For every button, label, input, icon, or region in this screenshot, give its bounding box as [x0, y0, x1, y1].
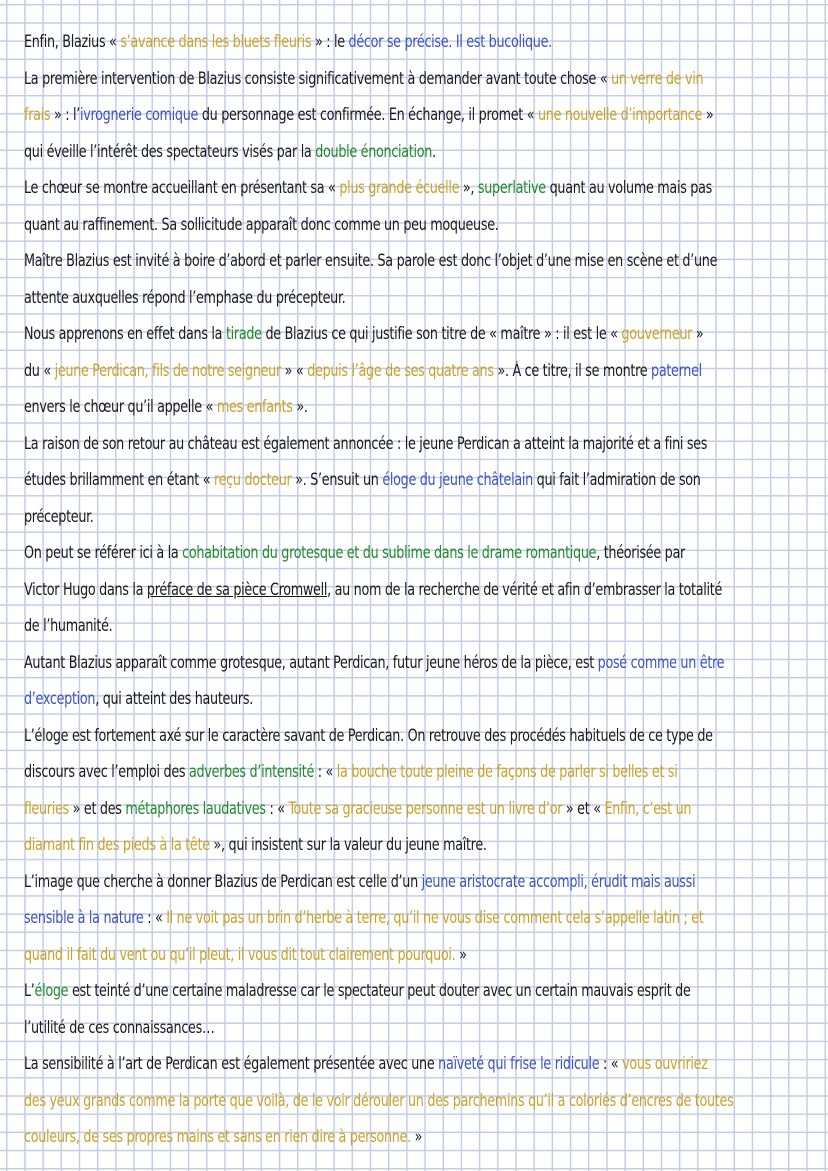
text-line — [24, 864, 696, 901]
text-segment: l’utilité de ces connaissances… — [24, 1017, 215, 1037]
text-segment: : « — [143, 908, 167, 927]
quotation-segment: une nouvelle d’importance — [537, 105, 703, 124]
analysis-highlight: éloge du jeune châtelain — [382, 470, 533, 489]
text-line — [24, 426, 708, 463]
text-line — [24, 937, 681, 974]
text-line — [24, 24, 681, 61]
quotation-segment: frais — [24, 105, 51, 124]
text-line — [24, 316, 704, 353]
text-segment: Maître Blazius est invité à boire d’abord et parler ensuite. Sa parole est donc l’objet d’une mise en scène et d’une — [24, 251, 718, 270]
quotation-segment: couleurs, de ses propres mains et sans en rien dire à personne. — [24, 1127, 411, 1146]
quotation-segment: jeune Perdican, fils de notre seigneur — [54, 360, 281, 380]
text-segment: Le chœur se montre accueillant en présentant sa « — [24, 178, 340, 197]
text-segment: » et « — [562, 798, 605, 818]
text-segment: : « — [265, 798, 289, 818]
text-line — [24, 170, 712, 207]
text-line — [24, 718, 713, 755]
quotation-segment: fleuries — [24, 798, 69, 818]
text-line — [24, 535, 685, 572]
underlined-reference: préface de sa pièce Cromwell — [146, 579, 328, 599]
text-segment: » — [702, 105, 714, 124]
quotation-segment: reçu docteur — [213, 470, 292, 489]
text-line — [24, 608, 681, 645]
text-segment: qui fait l’admiration de son — [532, 470, 701, 489]
quotation-segment: s’avance dans les bluets fleuris — [120, 32, 312, 51]
text-segment: Nous apprenons en effet dans la — [24, 324, 226, 343]
quotation-segment: gouverneur — [621, 324, 693, 343]
quotation-segment: des yeux grands comme la porte que voilà, de le voir dérouler un des parchemins qu’il a coloriés d’encres de toutes — [24, 1090, 734, 1110]
quotation-segment: mes enfants — [216, 397, 293, 416]
text-segment: Victor Hugo dans la — [24, 579, 147, 599]
text-line — [24, 462, 701, 499]
text-line — [24, 61, 704, 98]
text-segment: L’éloge est fortement axé sur le caractère savant de Perdican. On retrouve des procédés habituels de ce type de — [24, 725, 713, 745]
text-segment: Enfin, Blazius « — [24, 32, 121, 51]
commentary-text — [24, 24, 788, 1156]
text-segment: » — [455, 944, 467, 964]
literary-device-term: adverbes d’intensité — [188, 762, 315, 781]
text-segment: de l’humanité. — [24, 616, 113, 635]
text-segment: », — [459, 178, 478, 197]
text-line — [24, 900, 704, 937]
text-segment: qui éveille l’intérêt des spectateurs visés par la — [24, 141, 316, 161]
text-segment: discours avec l’emploi des — [24, 762, 189, 781]
analysis-highlight: ivrognerie comique — [80, 105, 199, 124]
text-line — [24, 280, 681, 317]
text-segment: » : le — [311, 32, 349, 51]
text-segment: ». S’ensuit un — [291, 470, 383, 489]
literary-device-term: double énonciation — [315, 141, 433, 161]
text-line — [24, 973, 691, 1010]
text-segment: , au nom de la recherche de vérité et afin d’embrasser la totalité — [327, 579, 723, 599]
text-segment: ». — [292, 397, 308, 416]
text-segment: envers le chœur qu’il appelle « — [24, 397, 217, 416]
analysis-highlight: posé comme un être — [597, 652, 725, 672]
quotation-segment: diamant fin des pieds à la tête — [24, 835, 210, 854]
text-segment: La première intervention de Blazius consiste significativement à demander avant toute chose « — [24, 68, 612, 88]
text-segment: quant au volume mais pas — [545, 178, 712, 197]
text-segment: », qui insistent sur la valeur du jeune maître. — [209, 835, 487, 854]
text-line — [24, 1046, 708, 1083]
text-line — [24, 499, 681, 536]
quotation-segment: Enfin, c’est un — [604, 798, 692, 818]
analysis-highlight: paternel — [651, 360, 702, 380]
text-line — [24, 1119, 681, 1156]
text-segment: études brillamment en étant « — [24, 470, 214, 489]
text-segment: ». À ce titre, il se montre — [493, 360, 652, 380]
text-segment: du personnage est confirmée. En échange, il promet « — [198, 105, 538, 124]
text-line — [24, 1010, 681, 1047]
text-segment: quant au raffinement. Sa sollicitude apparaît donc comme un peu moqueuse. — [24, 214, 499, 234]
text-line — [24, 97, 714, 134]
text-line — [24, 791, 692, 828]
quotation-segment: quand il fait du vent ou qu’il pleut, il vous dit tout clairement pourquoi. — [24, 944, 456, 964]
quotation-segment: depuis l’âge de ses quatre ans — [307, 360, 494, 380]
quotation-segment: Il ne voit pas un brin d’herbe à terre, qu’il ne vous dise comment cela s’appelle latin ; et — [166, 908, 704, 927]
text-line — [24, 243, 718, 280]
text-segment: » — [692, 324, 704, 343]
text-segment: précepteur. — [24, 506, 94, 526]
text-line — [24, 645, 725, 682]
quotation-segment: vous ouvririez — [622, 1054, 708, 1073]
literary-device-term: éloge — [34, 981, 69, 1000]
analysis-highlight: décor se précise. Il est bucolique. — [348, 32, 552, 51]
text-segment: » : l’ — [50, 105, 81, 124]
text-segment: , qui atteint des hauteurs. — [95, 689, 253, 708]
text-line — [24, 353, 702, 390]
text-line — [24, 389, 681, 426]
text-line — [24, 1083, 734, 1120]
text-segment: On peut se référer ici à la — [24, 543, 183, 562]
text-segment: attente auxquelles répond l’emphase du précepteur. — [24, 287, 346, 307]
text-line — [24, 134, 681, 171]
literary-device-term: superlative — [477, 178, 546, 197]
text-segment: est teinté d’une certaine maladresse car le spectateur peut douter avec un certain mauvais esprit de — [68, 981, 691, 1000]
text-segment: » « — [280, 360, 308, 380]
literary-device-term: métaphores laudatives — [125, 798, 266, 818]
analysis-highlight: jeune aristocrate accompli, érudit mais aussi — [421, 871, 696, 891]
literary-device-term: tirade — [225, 324, 262, 343]
text-line — [24, 207, 681, 244]
text-segment: » et des — [68, 798, 126, 818]
text-segment: La raison de son retour au château est également annoncée : le jeune Perdican a atteint la majorité et a fini ses — [24, 433, 708, 453]
text-segment: L’image que cherche à donner Blazius de Perdican est celle d’un — [24, 871, 422, 891]
text-segment: La sensibilité à l’art de Perdican est également présentée avec une — [24, 1054, 439, 1073]
text-segment: » — [410, 1127, 423, 1146]
text-line — [24, 681, 681, 718]
text-line — [24, 754, 681, 791]
text-segment: : « — [314, 762, 337, 781]
literary-device-term: cohabitation du grotesque et du sublime dans le drame romantique — [182, 543, 597, 562]
text-line — [24, 572, 723, 609]
text-segment: Autant Blazius apparaît comme grotesque, autant Perdican, futur jeune héros de la pièce, est — [24, 652, 598, 672]
text-segment: du « — [24, 360, 55, 380]
quotation-segment: Toute sa gracieuse personne est un livre d’or — [288, 798, 563, 818]
text-line — [24, 827, 681, 864]
text-segment: : « — [599, 1054, 623, 1073]
quotation-segment: la bouche toute pleine de façons de parler si belles et si — [336, 762, 678, 781]
analysis-highlight: naïveté qui frise le ridicule — [438, 1054, 600, 1073]
analysis-highlight: d’exception — [24, 689, 96, 708]
text-segment: , théorisée par — [596, 543, 685, 562]
text-segment: . — [432, 141, 436, 161]
quotation-segment: un verre de vin — [611, 68, 704, 88]
text-segment: L’ — [24, 981, 35, 1000]
analysis-highlight: sensible à la nature — [24, 908, 144, 927]
text-segment: de Blazius ce qui justifie son titre de « maître » : il est le « — [261, 324, 622, 343]
quotation-segment: plus grande écuelle — [339, 178, 460, 197]
